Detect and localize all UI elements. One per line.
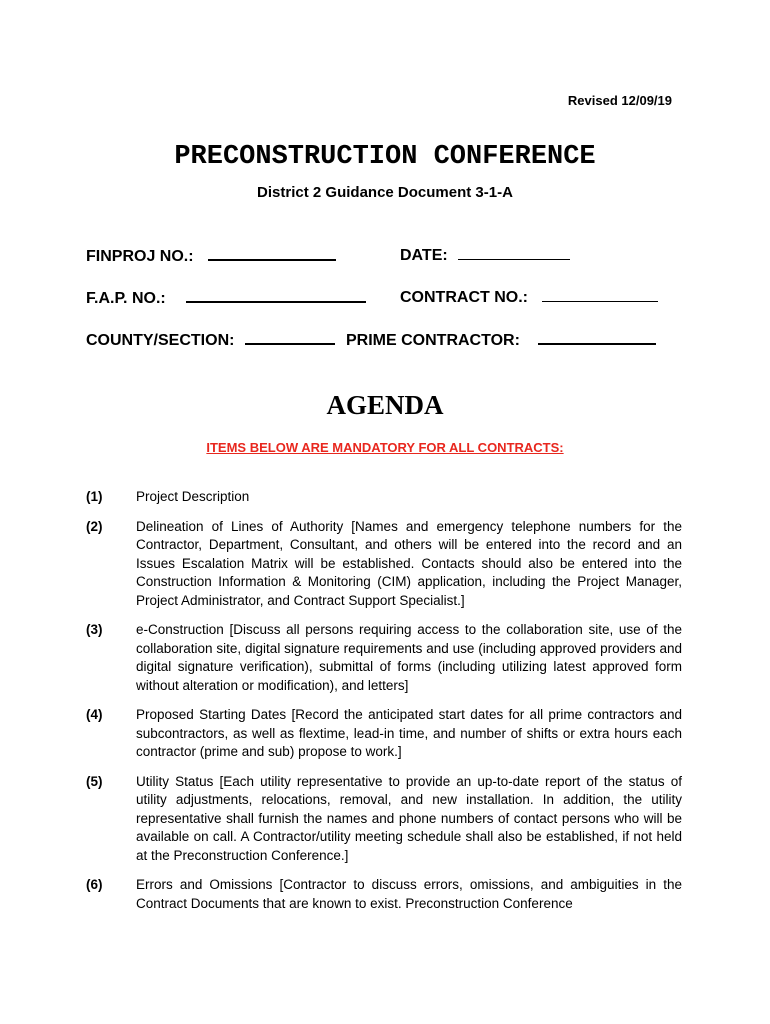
agenda-heading: AGENDA: [326, 390, 444, 420]
item-number: (1): [86, 489, 103, 504]
fap-label: F.A.P. NO.:: [86, 290, 166, 307]
document-subtitle: District 2 Guidance Document 3-1-A: [257, 184, 513, 201]
finproj-field: [86, 245, 336, 266]
revised-date: Revised 12/09/19: [567, 93, 672, 108]
item-text: e-Construction [Discuss all persons requiring access to the collaboration site, use of the collaboration site, digital signature requirements and use (including approved providers and digital signature verification), submittal of forms (including utilizing latest approved form without alteration or modification), and letters]: [136, 622, 682, 693]
item-number: (6): [86, 877, 103, 892]
date-field: [400, 245, 570, 265]
item-number: (3): [86, 622, 103, 637]
document-title: PRECONSTRUCTION CONFERENCE: [174, 142, 596, 172]
prime-blank[interactable]: [538, 329, 656, 345]
contract-label: CONTRACT NO.:: [400, 289, 528, 306]
item-text: Project Description: [136, 489, 250, 504]
county-label: COUNTY/SECTION:: [86, 332, 235, 349]
fap-field: [86, 287, 366, 308]
item-number: (2): [86, 518, 103, 534]
finproj-label: FINPROJ NO.:: [86, 248, 194, 265]
date-label: DATE:: [400, 247, 448, 264]
item-number: (4): [86, 707, 103, 722]
fap-blank[interactable]: [186, 287, 366, 303]
contract-field: [400, 287, 658, 307]
prime-field: [346, 329, 656, 350]
finproj-blank[interactable]: [208, 245, 336, 261]
agenda-item: [86, 621, 682, 695]
item-text: Delineation of Lines of Authority [Names and emergency telephone numbers for the Contractor, Department, Consultant, and others will be entered into the record and an Issues Escalation Matrix will be established. Contacts should also be entered into the Construction Information & Monitoring (CIM) application, including the Project Manager, Project Administrator, and Contract Support Specialist.]: [136, 518, 682, 608]
contract-blank[interactable]: [542, 287, 658, 302]
mandatory-notice: ITEMS BELOW ARE MANDATORY FOR ALL CONTRACTS:: [206, 440, 564, 455]
agenda-item: [86, 488, 682, 507]
item-number: (5): [86, 773, 103, 789]
county-blank[interactable]: [245, 329, 335, 345]
agenda-item: [86, 773, 682, 866]
agenda-item: [86, 518, 682, 611]
agenda-item: [86, 706, 682, 762]
item-text: Proposed Starting Dates [Record the anticipated start dates for all prime contractors and subcontractors, as well as flextime, lead-in time, and number of shifts or extra hours each contractor (prime and sub) propose to work.]: [136, 707, 682, 759]
prime-label: PRIME CONTRACTOR:: [346, 332, 520, 349]
county-field: [86, 329, 335, 350]
date-blank[interactable]: [458, 245, 570, 260]
agenda-item: [86, 876, 682, 913]
item-text: Utility Status [Each utility representative to provide an up-to-date report of the status of utility adjustments, relocations, removal, and new installation. In addition, the utility representative shall furnish the names and phone numbers of contact persons who will be available on call. A Contractor/utility meeting schedule shall also be established, if not held at the Preconstruction Conference.]: [136, 773, 682, 863]
item-text: Errors and Omissions [Contractor to discuss errors, omissions, and ambiguities in the Contract Documents that are known to exist. Preconstruction Conference: [136, 877, 682, 911]
agenda-list: [86, 488, 682, 924]
